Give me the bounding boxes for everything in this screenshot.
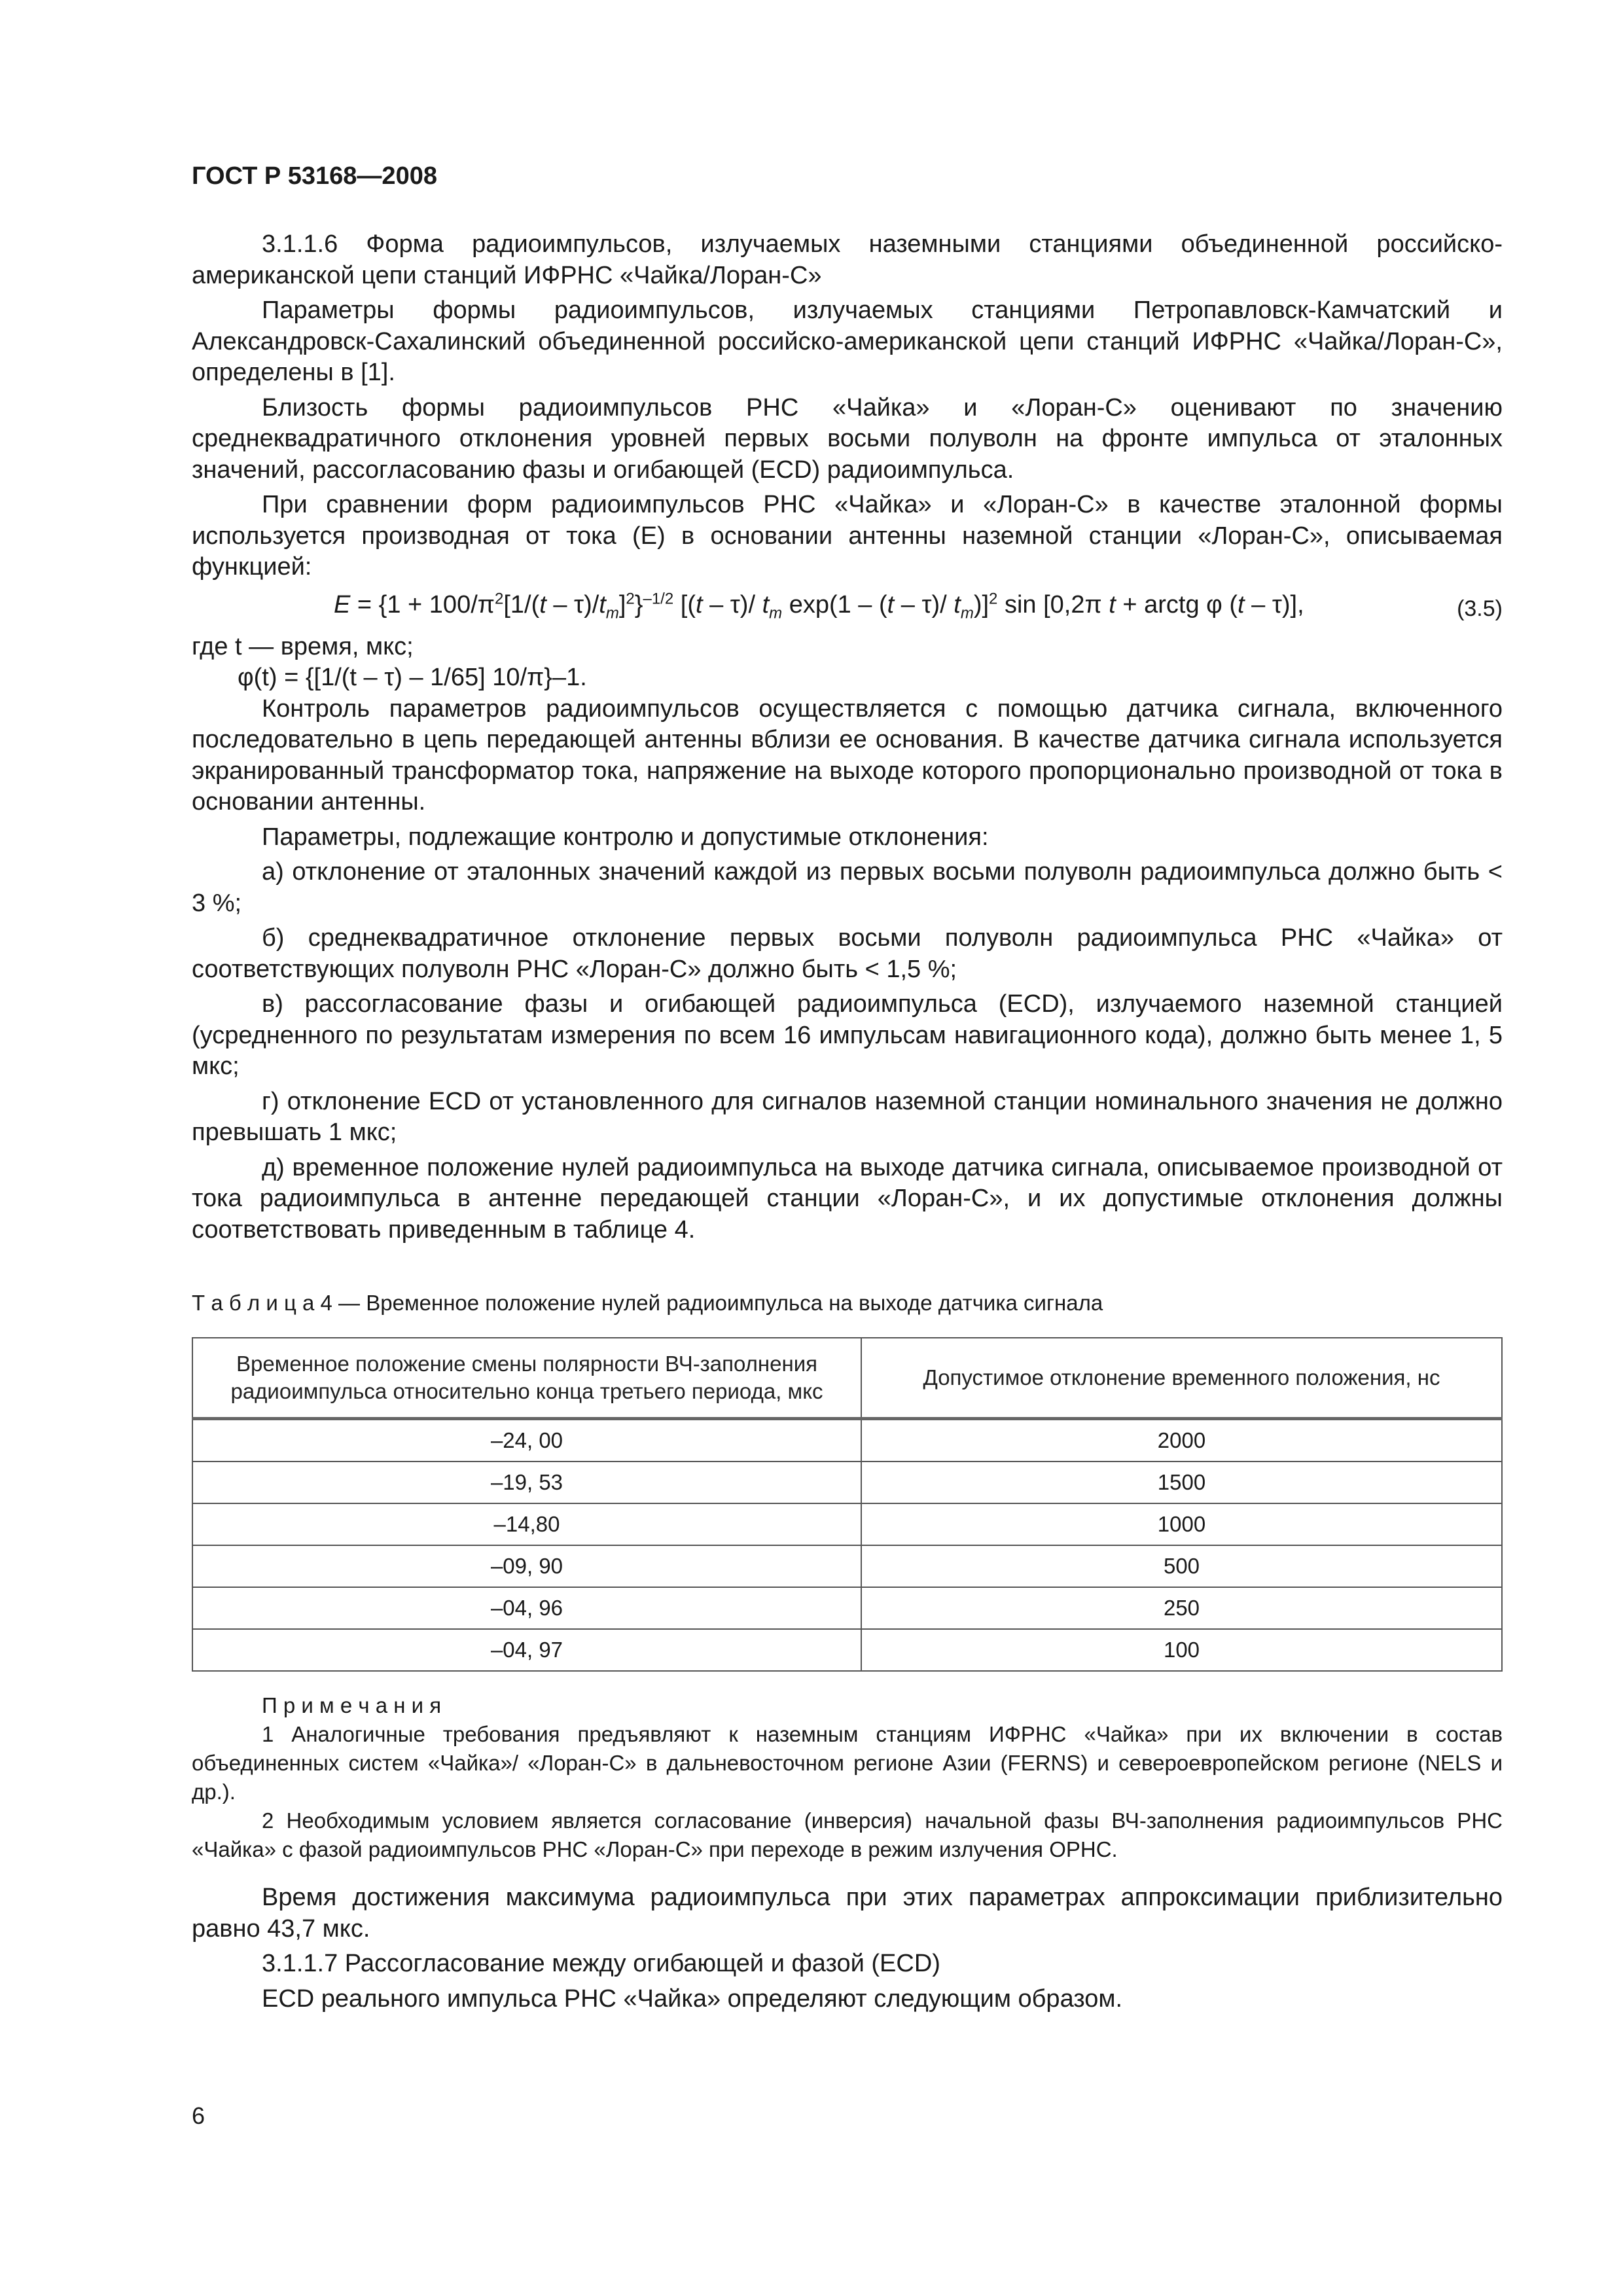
formula-where-line: где t — время, мкс;	[192, 632, 414, 660]
table-cell: 100	[861, 1629, 1502, 1671]
table-cell: 2000	[861, 1419, 1502, 1462]
table-cell: –09, 90	[192, 1545, 861, 1587]
table-row	[192, 1462, 1502, 1503]
phi-definition: φ(t) = {[1/(t – τ) – 1/65] 10/π}–1.	[238, 664, 587, 691]
table-header-position: Временное положение смены полярности ВЧ-заполнения радиоимпульса относительно конца третьего периода, мкс	[192, 1338, 861, 1419]
note-item: 1 Аналогичные требования предъявляют к наземным станциям ИФРНС «Чайка» при их включении в состав объединенных систем «Чайка»/ «Лоран-С» в дальневосточном регионе Азии (FERNS) и североевропейском регионе (NELS и др.).	[192, 1722, 1503, 1804]
table-caption-label: Т а б л и ц а 4	[192, 1291, 332, 1315]
page-number: 6	[192, 2102, 205, 2129]
table-caption-text: — Временное положение нулей радиоимпульса на выходе датчика сигнала	[332, 1291, 1103, 1315]
table-header-deviation: Допустимое отклонение временного положения, нс	[861, 1338, 1502, 1419]
paragraph: Параметры формы радиоимпульсов, излучаемых станциями Петропавловск-Камчатский и Александровск-Сахалинский объединенной российско-американской цепи станций ИФРНС «Чайка/Лоран-С», определены в [1].	[192, 296, 1503, 386]
table-row	[192, 1503, 1502, 1545]
table-row	[192, 1419, 1502, 1462]
table-row	[192, 1587, 1502, 1629]
table-cell: 250	[861, 1587, 1502, 1629]
section-3116-heading: 3.1.1.6 Форма радиоимпульсов, излучаемых наземными станциями объединенной российско-американской цепи станций ИФРНС «Чайка/Лоран-С»	[192, 230, 1503, 289]
table-row	[192, 1629, 1502, 1671]
table-cell: –04, 97	[192, 1629, 861, 1671]
document-body	[192, 229, 1503, 2015]
formula-3-5	[192, 587, 1503, 629]
table-row	[192, 1545, 1502, 1587]
list-item: д) временное положение нулей радиоимпульса на выходе датчика сигнала, описываемое производной от тока радиоимпульса в антенне передающей станции «Лоран-С», и их допустимые отклонения должны соответствовать приведенным в таблице 4.	[192, 1153, 1503, 1244]
table-notes	[192, 1691, 1503, 1864]
table-4	[192, 1337, 1503, 1672]
list-item: б) среднеквадратичное отклонение первых восьми полуволн радиоимпульса РНС «Чайка» от соответствующих полуволн РНС «Лоран-С» должно быть < 1,5 %;	[192, 924, 1503, 983]
section-3117-heading: 3.1.1.7 Рассогласование между огибающей и фазой (ECD)	[262, 1950, 940, 1977]
formula-expression: $E = \{1 + 100/\pi^2[1/(t - \tau)/t_m]^2\}^{-1/2}$ [(t – τ)/ $t_m$ exp(1 – (t – τ)/ $t_m)]^2$ sin [0,2π t + arctg φ (t – τ)],	[334, 589, 1304, 622]
note-item: 2 Необходимым условием является согласование (инверсия) начальной фазы ВЧ-заполнения радиоимпульсов РНС «Чайка» с фазой радиоимпульсов РНС «Лоран-С» при переходе в режим излучения ОРНС.	[192, 1808, 1503, 1861]
paragraph: Близость формы радиоимпульсов РНС «Чайка» и «Лоран-С» оценивают по значению среднеквадратичного отклонения уровней первых восьми полуволн на фронте импульса от эталонных значений, рассогласованию фазы и огибающей (ECD) радиоимпульса.	[192, 393, 1503, 484]
table-cell: –19, 53	[192, 1462, 861, 1503]
table-cell: 1500	[861, 1462, 1502, 1503]
paragraph: Параметры, подлежащие контролю и допустимые отклонения:	[262, 823, 989, 851]
table-header-row	[192, 1338, 1502, 1419]
table-cell: 500	[861, 1545, 1502, 1587]
table-cell: –24, 00	[192, 1419, 861, 1462]
list-item: а) отклонение от эталонных значений каждой из первых восьми полуволн радиоимпульса должно быть < 3 %;	[192, 858, 1503, 917]
table-cell: –04, 96	[192, 1587, 861, 1629]
formula-number: (3.5)	[1457, 596, 1503, 621]
notes-title: П р и м е ч а н и я	[262, 1693, 442, 1717]
table-cell: –14,80	[192, 1503, 861, 1545]
table-cell: 1000	[861, 1503, 1502, 1545]
paragraph: Контроль параметров радиоимпульсов осуществляется с помощью датчика сигнала, включенного последовательно в цепь передающей антенны вблизи ее основания. В качестве датчика сигнала используется экранированный трансформатор тока, напряжение на выходе которого пропорционально производной от тока в основании антенны.	[192, 694, 1503, 816]
table-caption	[192, 1289, 1503, 1318]
paragraph: Время достижения максимума радиоимпульса при этих параметрах аппроксимации приблизительно равно 43,7 мкс.	[192, 1884, 1503, 1943]
list-item: в) рассогласование фазы и огибающей радиоимпульса (ECD), излучаемого наземной станцией (усредненного по результатам измерения по всем 16 импульсам навигационного кода), должно быть менее 1, 5 мкс;	[192, 990, 1503, 1080]
list-item: г) отклонение ECD от установленного для сигналов наземной станции номинального значения не должно превышать 1 мкс;	[192, 1087, 1503, 1146]
paragraph: ECD реального импульса РНС «Чайка» определяют следующим образом.	[262, 1984, 1123, 2013]
paragraph: При сравнении форм радиоимпульсов РНС «Чайка» и «Лоран-С» в качестве эталонной формы используется производная от тока (E) в основании антенны наземной станции «Лоран-С», описываемая функцией:	[192, 491, 1503, 581]
document-code-header: ГОСТ Р 53168—2008	[192, 162, 437, 190]
